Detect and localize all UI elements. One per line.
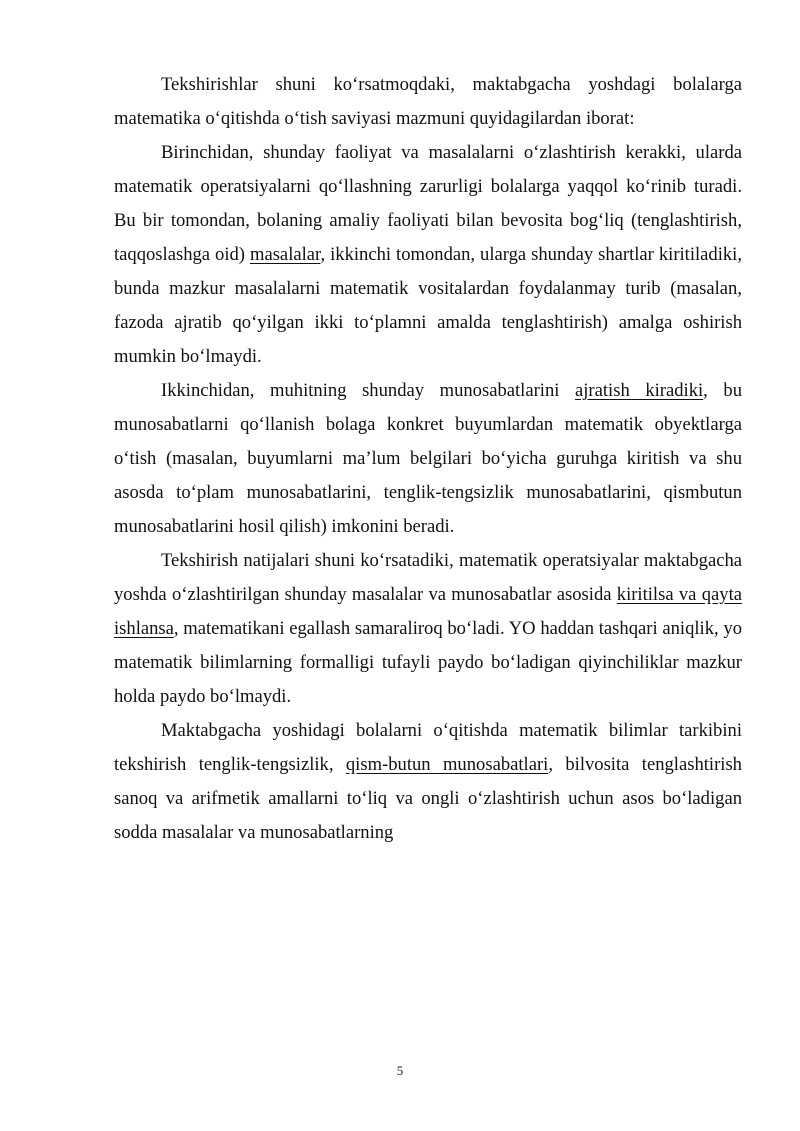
paragraph-3 (114, 374, 742, 544)
paragraph-2-text-b: , ikkinchi tomondan, ularga shunday shartlar kiritiladiki, bunda mazkur masalalarni matematik vositalardan foydalanmay turib (masalan, fazoda ajratib qo‘yilgan ikki to‘plamni amalda tenglashtirish) amalga oshirish mumkin bo‘lmaydi. (114, 244, 742, 367)
document-body (114, 68, 742, 850)
paragraph-3-text-a: Ikkinchidan, muhitning shunday munosabatlarini (161, 380, 576, 401)
paragraph-5-text-a: Maktabgacha yoshidagi bolalarni o‘qitishda matematik bilimlar tarkibini tekshirish tenglik-tengsizlik, (114, 720, 742, 775)
underlined-term-masalalar: masalalar (249, 244, 321, 265)
paragraph-5-text-b: , bilvosita tenglashtirish sanoq va arifmetik amallarni to‘liq va ongli o‘zlashtirish uchun asos bo‘ladigan sodda masalalar va munosabatlarning (114, 754, 742, 843)
underlined-term-kiritilsa: kiritilsa va qayta ishlansa (114, 584, 742, 639)
paragraph-1-text: Tekshirishlar shuni ko‘rsatmoqdaki, maktabgacha yoshdagi bolalarga matematika o‘qitishda o‘tish saviyasi mazmuni quyidagilardan iborat: (114, 74, 742, 129)
paragraph-4-text-b: , matematikani egallash samaraliroq bo‘ladi. YO haddan tashqari aniqlik, yo matematik bilimlarning formalligi tufayli paydo bo‘ladigan qiyinchiliklar mazkur holda paydo bo‘lmaydi. (114, 618, 742, 707)
underlined-term-ajratish-kiradiki: ajratish kiradiki (575, 380, 704, 401)
paragraph-2 (114, 136, 742, 374)
paragraph-5 (114, 714, 742, 850)
paragraph-4-text-a: Tekshirish natijalari shuni ko‘rsatadiki, matematik operatsiyalar maktabgacha yoshda o‘zlashtirilgan shunday masalalar va munosabatlar asosida (114, 550, 742, 605)
page-number: 5 (396, 1063, 404, 1078)
paragraph-1 (114, 68, 742, 136)
underlined-term-qism-butun: qism-butun munosabatlari (345, 754, 549, 775)
paragraph-4 (114, 544, 742, 714)
paragraph-2-text-a: Birinchidan, shunday faoliyat va masalalarni o‘zlashtirish kerakki, ularda matematik operatsiyalarni qo‘llashning zarurligi bolalarga yaqqol ko‘rinib turadi. Bu bir tomondan, bolaning amaliy faoliyati bilan bevosita bog‘liq (tenglashtirish, taqqoslashga oid) (114, 142, 742, 265)
paragraph-3-text-b: , bu munosabatlarni qo‘llanish bolaga konkret buyumlardan matematik obyektlarga o‘tish (masalan, buyumlarni ma’lum belgilari bo‘yicha guruhga kiritish va shu asosda to‘plam munosabatlarini, tenglik-tengsizlik munosabatlarini, qismbutun munosabatlarini hosil qilish) imkonini beradi. (114, 380, 742, 537)
